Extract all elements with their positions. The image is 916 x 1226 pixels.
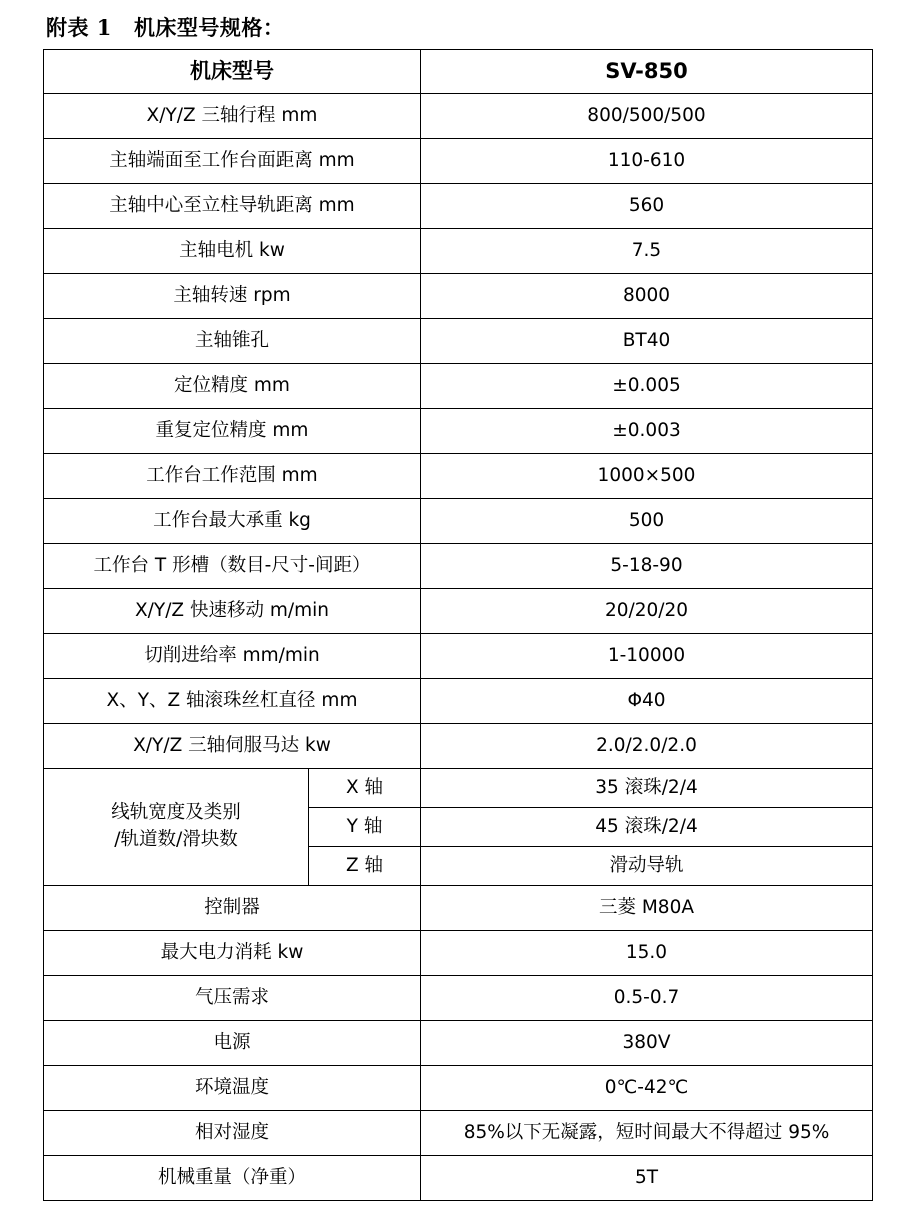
spec-label: 控制器 [44, 886, 421, 931]
rail-axis: Z 轴 [309, 847, 421, 886]
table-header-row [44, 50, 873, 94]
table-row [44, 364, 873, 409]
spec-value: 110-610 [421, 139, 873, 184]
table-row [44, 679, 873, 724]
spec-table-body [44, 50, 873, 1201]
table-row [44, 274, 873, 319]
spec-value: 560 [421, 184, 873, 229]
spec-label: 工作台 T 形槽（数目-尺寸-间距） [44, 544, 421, 589]
table-row [44, 589, 873, 634]
spec-label: 环境温度 [44, 1066, 421, 1111]
rail-row [44, 769, 873, 808]
spec-label: 定位精度 mm [44, 364, 421, 409]
spec-label: 主轴中心至立柱导轨距离 mm [44, 184, 421, 229]
spec-value: 8000 [421, 274, 873, 319]
table-row [44, 1111, 873, 1156]
table-row [44, 499, 873, 544]
spec-value: 7.5 [421, 229, 873, 274]
spec-label: 主轴锥孔 [44, 319, 421, 364]
spec-label: 主轴转速 rpm [44, 274, 421, 319]
page-heading [46, 12, 284, 42]
spec-label: X/Y/Z 快速移动 m/min [44, 589, 421, 634]
spec-label: X/Y/Z 三轴行程 mm [44, 94, 421, 139]
heading-prefix: 附表 1 [46, 15, 112, 40]
spec-label: 相对湿度 [44, 1111, 421, 1156]
spec-value: BT40 [421, 319, 873, 364]
spec-label: 工作台最大承重 kg [44, 499, 421, 544]
spec-table [43, 49, 873, 1201]
table-row [44, 1066, 873, 1111]
rail-axis: Y 轴 [309, 808, 421, 847]
rail-value: 45 滚珠/2/4 [421, 808, 873, 847]
rail-group-label-line1: 线轨宽度及类别 [111, 802, 241, 824]
spec-value: 500 [421, 499, 873, 544]
spec-value: 2.0/2.0/2.0 [421, 724, 873, 769]
spec-value: 85%以下无凝露，短时间最大不得超过 95% [421, 1111, 873, 1156]
spec-label: 最大电力消耗 kw [44, 931, 421, 976]
table-row [44, 544, 873, 589]
table-row [44, 1156, 873, 1201]
table-row [44, 319, 873, 364]
table-row [44, 229, 873, 274]
table-row [44, 976, 873, 1021]
table-row [44, 634, 873, 679]
spec-value: 5T [421, 1156, 873, 1201]
table-row [44, 931, 873, 976]
heading-title: 机床型号规格： [133, 15, 285, 40]
rail-value: 35 滚珠/2/4 [421, 769, 873, 808]
spec-value: 0.5-0.7 [421, 976, 873, 1021]
spec-value: 1-10000 [421, 634, 873, 679]
spec-label: X/Y/Z 三轴伺服马达 kw [44, 724, 421, 769]
table-row [44, 409, 873, 454]
table-row [44, 886, 873, 931]
spec-label: 机械重量（净重） [44, 1156, 421, 1201]
spec-value: 三菱 M80A [421, 886, 873, 931]
spec-value: 20/20/20 [421, 589, 873, 634]
spec-label: 电源 [44, 1021, 421, 1066]
spec-label: X、Y、Z 轴滚珠丝杠直径 mm [44, 679, 421, 724]
spec-label: 气压需求 [44, 976, 421, 1021]
table-row [44, 454, 873, 499]
rail-group-label-line2: /轨道数/滑块数 [114, 829, 238, 850]
spec-value: ±0.005 [421, 364, 873, 409]
table-row [44, 1021, 873, 1066]
table-row [44, 94, 873, 139]
header-label: 机床型号 [44, 50, 421, 94]
spec-label: 重复定位精度 mm [44, 409, 421, 454]
spec-value: 15.0 [421, 931, 873, 976]
spec-label: 主轴电机 kw [44, 229, 421, 274]
spec-value: 5-18-90 [421, 544, 873, 589]
table-row [44, 139, 873, 184]
header-value: SV-850 [421, 50, 873, 94]
table-row [44, 184, 873, 229]
spec-value: 380V [421, 1021, 873, 1066]
rail-value: 滑动导轨 [421, 847, 873, 886]
spec-value: 800/500/500 [421, 94, 873, 139]
spec-label: 主轴端面至工作台面距离 mm [44, 139, 421, 184]
spec-value: 1000×500 [421, 454, 873, 499]
rail-axis: X 轴 [309, 769, 421, 808]
rail-group-label [44, 769, 309, 886]
spec-value: Φ40 [421, 679, 873, 724]
spec-label: 切削进给率 mm/min [44, 634, 421, 679]
spec-value: 0℃-42℃ [421, 1066, 873, 1111]
spec-label: 工作台工作范围 mm [44, 454, 421, 499]
table-row [44, 724, 873, 769]
spec-value: ±0.003 [421, 409, 873, 454]
